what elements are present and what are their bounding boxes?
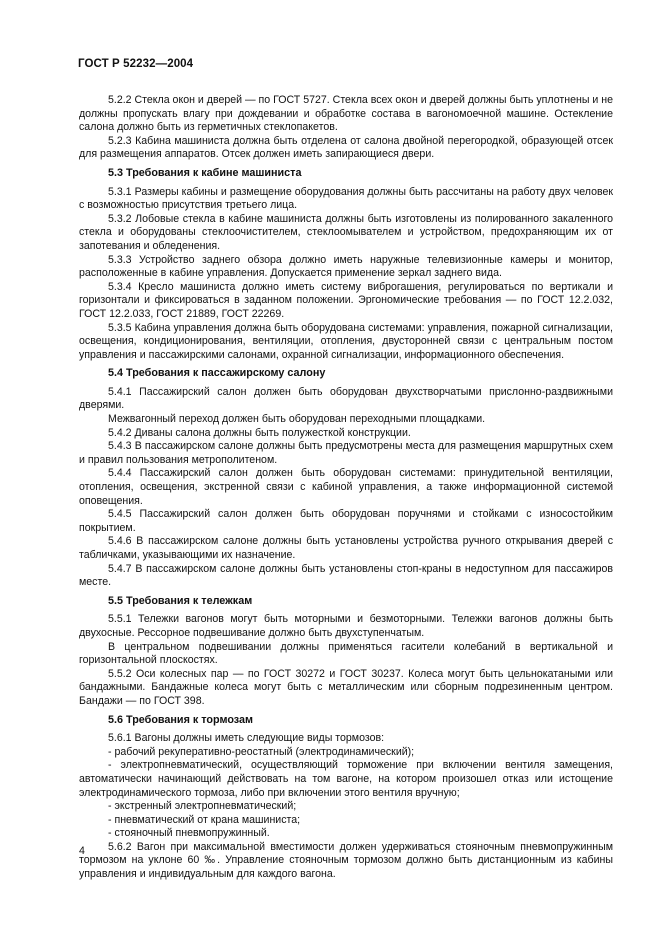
brake-list-item: - электропневматический, осуществляющий торможение при включении вентиля замещения, автоматически начинающий действовать на том вагоне, на котором произошел отказ или истощение электродинамического тормоза, либо при включении этого вентиля вручную; [79, 759, 613, 799]
clause-5-4-7: 5.4.7 В пассажирском салоне должны быть установлены стоп-краны в недоступном для пассажиров месте. [79, 562, 613, 589]
clause-5-3-4: 5.3.4 Кресло машиниста должно иметь систему виброгашения, регулироваться по вертикали и горизонтали и фиксироваться в заданном положении. Эргономические требования — по ГОСТ 12.2.032, ГОСТ 12.2.033, ГОСТ 21889, ГОСТ 22269. [79, 280, 613, 320]
clause-5-5-2: 5.5.2 Оси колесных пар — по ГОСТ 30272 и ГОСТ 30237. Колеса могут быть цельнокатаными или бандажными. Бандажные колеса могут быть с металлическим или сборным подрезиненным центром. Бандажи — по ГОСТ 398. [79, 667, 613, 707]
clause-5-6-2: 5.6.2 Вагон при максимальной вместимости должен удерживаться стояночным пневмопружинным тормозом на уклоне 60 ‰. Управление стояночным тормозом должно быть дистанционным из кабины управления и индивидуальным для каждого вагона. [79, 840, 613, 881]
clause-5-6-1: 5.6.1 Вагоны должны иметь следующие виды тормозов: [108, 732, 385, 745]
section-heading-5-3: 5.3 Требования к кабине машиниста [108, 166, 302, 179]
clause-5-4-2: 5.4.2 Диваны салона должны быть полужесткой конструкции. [108, 426, 411, 439]
clause-5-4-1: 5.4.1 Пассажирский салон должен быть оборудован двухстворчатыми прислонно-раздвижными дверями. [79, 385, 613, 412]
clause-5-4-6: 5.4.6 В пассажирском салоне должны быть установлены устройства ручного открывания дверей с табличками, указывающими их назначение. [79, 535, 613, 561]
page-number: 4 [79, 845, 85, 857]
clause-5-3-1: 5.3.1 Размеры кабины и размещение оборудования должны быть рассчитаны на работу двух человек с возможностью присутствия третьего лица. [79, 185, 613, 212]
clause-5-4-1-continued: Межвагонный переход должен быть оборудован переходными площадками. [108, 413, 486, 426]
clause-5-3-2: 5.3.2 Лобовые стекла в кабине машиниста должны быть изготовлены из полированного закаленного стекла и оборудованы стеклоочистителем, стеклоомывателем и устройством, предохраняющим их от запотевания и обледенения. [79, 212, 613, 252]
clause-5-2-3: 5.2.3 Кабина машиниста должна быть отделена от салона двойной перегородкой, образующей отсек для размещения аппаратов. Отсек должен иметь запирающиеся двери. [79, 134, 613, 161]
clause-5-5-1-continued: В центральном подвешивании должны применяться гасители колебаний в вертикальной и горизонтальной плоскостях. [79, 640, 613, 667]
document-header: ГОСТ Р 52232—2004 [78, 58, 194, 70]
section-heading-5-6: 5.6 Требования к тормозам [108, 713, 253, 726]
clause-5-2-2: 5.2.2 Стекла окон и дверей — по ГОСТ 5727. Стекла всех окон и дверей должны быть уплотнены и не должны пропускать влагу при дождевании и обработке состава в вагономоечной машине. Остекление салона должно быть из герметичных стеклопакетов. [79, 94, 613, 134]
clause-5-3-5: 5.3.5 Кабина управления должна быть оборудована системами: управления, пожарной сигнализации, освещения, кондиционирования, вентиляции, отопления, двусторонней связи с центральным постом управления и пассажирскими салонами, охранной сигнализации, информационного обеспечения. [79, 321, 613, 361]
section-heading-5-4: 5.4 Требования к пассажирскому салону [108, 367, 326, 380]
clause-5-5-1: 5.5.1 Тележки вагонов могут быть моторными и безмоторными. Тележки вагонов должны быть двухосные. Рессорное подвешивание должно быть двухступенчатым. [79, 613, 613, 639]
brake-list-item: - рабочий рекуперативно-реостатный (электродинамический); [108, 745, 415, 758]
clause-5-4-4: 5.4.4 Пассажирский салон должен быть оборудован системами: принудительной вентиляции, отопления, освещения, экстренной связи с кабиной управления, а также информационной системой оповещения. [79, 467, 613, 507]
brake-list-item: - пневматический от крана машиниста; [108, 813, 301, 826]
section-heading-5-5: 5.5 Требования к тележкам [108, 594, 253, 607]
brake-list-item: - стояночный пневмопружинный. [108, 827, 270, 840]
clause-5-4-3: 5.4.3 В пассажирском салоне должны быть предусмотрены места для размещения маршрутных схем и правил пользования метрополитеном. [79, 440, 613, 466]
clause-5-4-5: 5.4.5 Пассажирский салон должен быть оборудован поручнями и стойками с износостойким покрытием. [79, 508, 613, 534]
document-body [79, 94, 613, 882]
clause-5-3-3: 5.3.3 Устройство заднего обзора должно иметь наружные телевизионные камеры и монитор, расположенные в кабине управления. Допускается применение зеркал заднего вида. [79, 253, 613, 280]
brake-list-item: - экстренный электропневматический; [108, 800, 297, 813]
